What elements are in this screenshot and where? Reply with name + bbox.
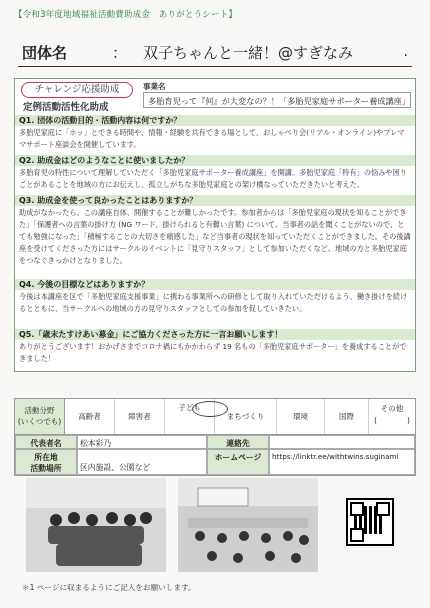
workshop-photo xyxy=(178,478,318,572)
activity-field-table xyxy=(14,398,416,436)
main-frame xyxy=(14,78,416,372)
group-photo-1 xyxy=(26,478,166,572)
q2-title: Q2. 助成金はどのようなことに使いましたか？ xyxy=(15,155,415,166)
homepage-label: ホームページ xyxy=(207,449,269,475)
org-dot: . xyxy=(403,44,408,60)
org-name: 双子ちゃんと一緒！@すぎなみ xyxy=(143,44,354,62)
rep-label: 代表者名 xyxy=(15,435,77,449)
activity-field-head-line1: 活動分野 xyxy=(24,406,55,415)
qr-finder-tr xyxy=(376,502,390,516)
activity-field-children[interactable]: 子ども xyxy=(165,399,215,435)
q1-title: Q1. 団体の活動目的・活動内容は何ですか？ xyxy=(15,115,415,126)
sheet-header-tag: 【令和3年度地域福祉活動費助成金 ありがとうシート】 xyxy=(14,10,238,20)
qr-finder-tl xyxy=(350,502,364,516)
q1-body: 多胎児家庭に「ホッ」とできる時間や、情報・経験を共有できる場として、おしゃべり会(リアル・オンライン)やプレママサポート座談会を開催しています。 xyxy=(19,128,405,149)
q4-title: Q4. 今後の目標などはありますか？ xyxy=(15,279,415,290)
info-table xyxy=(14,434,416,476)
activity-field-environment[interactable]: 環境 xyxy=(277,399,325,435)
address-label: 所在地 活動場所 xyxy=(15,449,77,475)
workshop-photo-svg xyxy=(178,478,318,572)
q4-body: 今後は本講座を区で「多胎児家庭支援事業」に携わる事業所への研修として取り入れていただけるよう、働き掛けを続けるとともに、当サークルへの地域の方の見守りスタッフとしての参加を促していきたい。 xyxy=(19,292,408,313)
group-photo-1-svg xyxy=(26,478,166,572)
org-separator: ： xyxy=(112,44,128,62)
activity-field-community[interactable]: まちづくり xyxy=(215,399,277,435)
activity-field-disability[interactable]: 障害者 xyxy=(115,399,165,435)
activity-field-other[interactable]: その他 ( ) xyxy=(374,404,410,425)
activity-field-header xyxy=(15,399,65,435)
project-name: 多胎育児って『何』が大変なの？！「多胎児家庭サポーター養成講座」 xyxy=(143,92,411,108)
address-value: 区内施設、公園など xyxy=(77,449,207,475)
footer-note: ＊1 ページに収まるようにご記入をお願いします。 xyxy=(22,583,196,592)
contact-label: 連絡先 xyxy=(207,435,269,449)
activity-field-head-line2: (いくつでも) xyxy=(17,417,62,426)
homepage-url[interactable]: https://linktr.ee/withtwins.suginami xyxy=(269,449,415,475)
q2-body: 多胎育児の特性について理解していただく「多胎児家庭サポーター養成講座」を開講。多胎児家庭「特有」の悩みや困りごとがあることを地域の方にお伝えし、孤立しがちな多胎児家庭との架け橋なっていただきたいと考えた。 xyxy=(19,168,407,189)
q3-body: 助成がなかったら、この講座自体、開催することが難しかったです。参加者からは「多胎児家庭の現状を知ることができた」「保護者への言葉の掛け方 (NG ワード、掛けられると有難い言葉) について、当事者の話を聞くことがないので、とても勉強になった」「積極することの大切さを痛感した」など当事者の現状を知っていただくことができました。その後講座を受けてくださった方にはサークルのイベントに「見守りスタッフ」として参加いただくなど、地域の方と多胎児家庭をつなぐきっかけとなりました。 xyxy=(19,208,411,265)
activity-field-elderly[interactable]: 高齢者 xyxy=(65,399,115,435)
org-label: 団体名 xyxy=(22,44,68,62)
q5-title: Q5.「歳末たすけあい募金」にご協力くださった方に一言お願いします！ xyxy=(15,329,415,340)
challenge-sub: 定例活動活性化助成 xyxy=(23,102,109,113)
activity-field-international[interactable]: 国際 xyxy=(325,399,369,435)
challenge-box xyxy=(17,81,137,113)
rep-value: 松本彩乃 xyxy=(77,435,207,449)
contact-value-top xyxy=(269,435,415,449)
q3-title: Q3. 助成金を使って良かったことはありますか？ xyxy=(15,195,415,206)
qr-finder-bl xyxy=(350,528,364,542)
organization-row xyxy=(18,38,412,67)
challenge-badge: チャレンジ応援助成 xyxy=(21,82,133,98)
qr-code[interactable] xyxy=(346,498,394,546)
q5-body: ありがとうございます！おかげさまでコロナ禍にもかかわらず 19 名もの「多胎児家庭サポーター」を養成することができました！ xyxy=(19,342,407,363)
project-label: 事業名 xyxy=(143,82,166,91)
